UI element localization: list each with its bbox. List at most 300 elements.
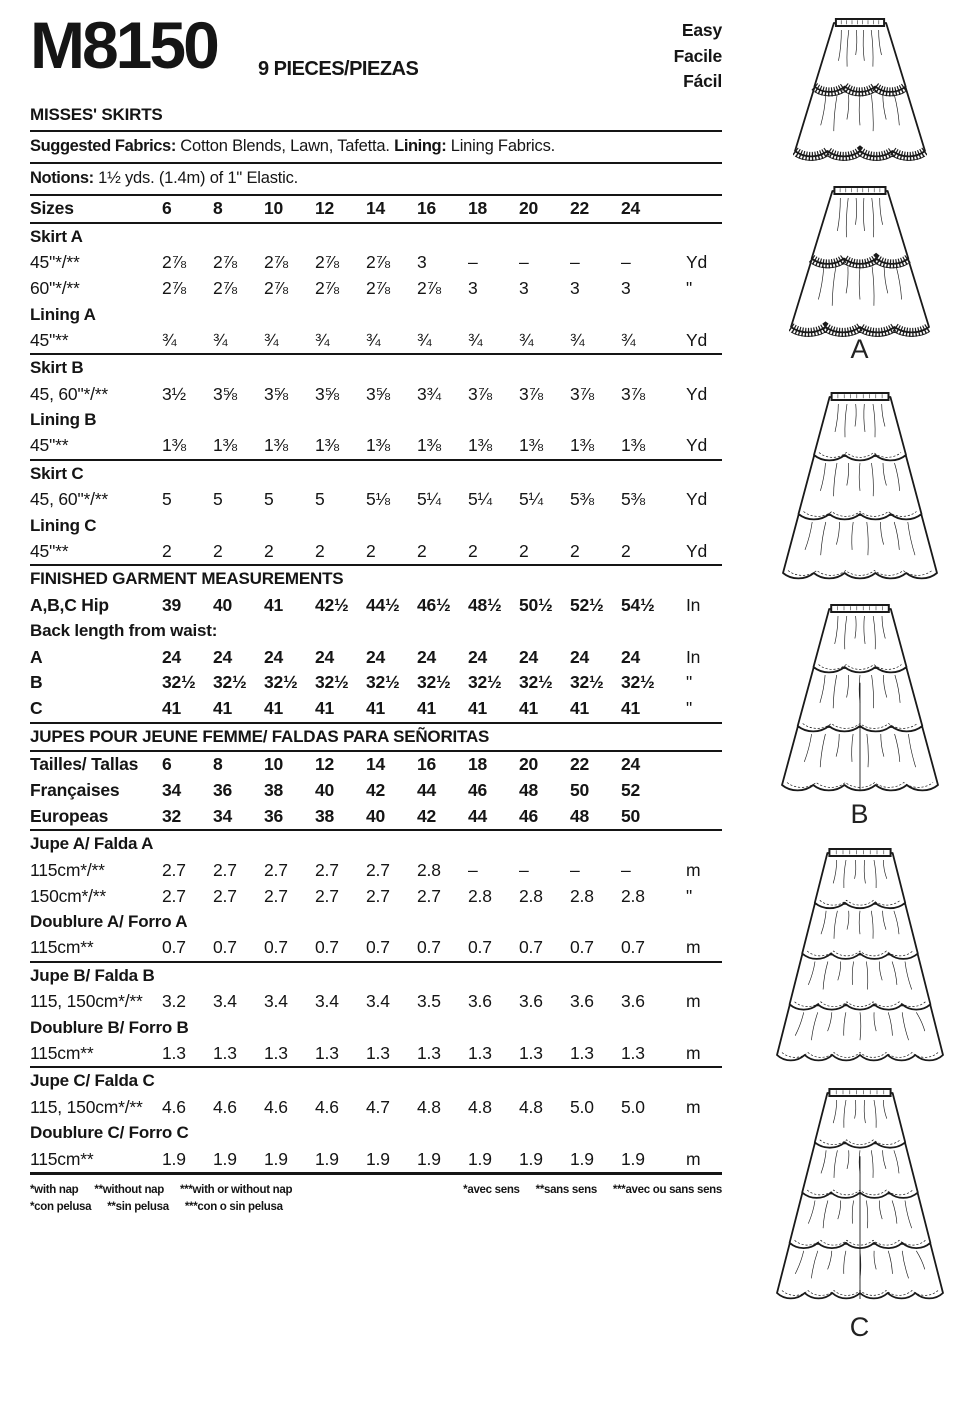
size-value-cell: 24 bbox=[417, 646, 437, 667]
size-value-cell: 12 bbox=[315, 198, 335, 219]
size-value-cell: 3.4 bbox=[264, 991, 288, 1012]
size-value-cell: 10 bbox=[264, 754, 284, 775]
table-row bbox=[30, 857, 722, 883]
size-value-cell: 41 bbox=[264, 698, 284, 719]
size-value-cell: 1.3 bbox=[570, 1042, 594, 1063]
difficulty-block bbox=[674, 18, 722, 95]
size-value-cell: 2⅞ bbox=[162, 278, 186, 299]
size-value-cell: 1⅜ bbox=[315, 435, 339, 456]
size-value-cell: 3.4 bbox=[366, 991, 390, 1012]
size-value-cell: 32½ bbox=[264, 672, 298, 693]
table-row bbox=[30, 250, 722, 276]
section-label-row: Back length from waist: bbox=[30, 621, 218, 641]
size-value-cell: 12 bbox=[315, 754, 335, 775]
section-label-row: Doublure A/ Forro A bbox=[30, 911, 188, 931]
size-value-cell: 2.7 bbox=[162, 885, 186, 906]
size-value-cell: 32½ bbox=[315, 672, 349, 693]
size-value-cell: 1⅜ bbox=[621, 435, 645, 456]
size-value-cell: 2.8 bbox=[519, 885, 543, 906]
size-value-cell: 5.0 bbox=[570, 1096, 594, 1117]
size-value-cell: 1.3 bbox=[315, 1042, 339, 1063]
size-value-cell: 0.7 bbox=[366, 937, 390, 958]
size-value-cell: 8 bbox=[213, 198, 223, 219]
row-label: 115, 150cm*/** bbox=[30, 991, 143, 1012]
size-value-cell: 2.7 bbox=[417, 885, 441, 906]
size-value-cell: 5⅛ bbox=[366, 489, 390, 510]
row-label: 45"*/** bbox=[30, 252, 80, 273]
size-value-cell: 32½ bbox=[519, 672, 553, 693]
size-value-cell: 1.9 bbox=[468, 1148, 492, 1169]
size-value-cell: 2⅞ bbox=[315, 278, 339, 299]
size-value-cell: 41 bbox=[621, 698, 641, 719]
page-title: MISSES' SKIRTS bbox=[30, 104, 722, 132]
size-value-cell: 1⅜ bbox=[417, 435, 441, 456]
size-value-cell: 4.8 bbox=[468, 1096, 492, 1117]
unit-cell: Yd bbox=[686, 489, 708, 510]
unit-cell: Yd bbox=[686, 435, 708, 456]
table-block bbox=[30, 566, 722, 723]
unit-cell: m bbox=[686, 937, 701, 958]
size-value-cell: 32 bbox=[162, 805, 182, 826]
size-value-cell: 1.3 bbox=[366, 1042, 390, 1063]
table-row bbox=[30, 696, 722, 722]
size-value-cell: 24 bbox=[621, 646, 641, 667]
size-value-cell: 34 bbox=[213, 805, 233, 826]
table-row bbox=[30, 381, 722, 407]
row-label: 115cm** bbox=[30, 937, 94, 958]
table-block bbox=[30, 1068, 722, 1175]
size-value-cell: 3⅞ bbox=[468, 383, 492, 404]
size-value-cell: 1⅜ bbox=[213, 435, 237, 456]
size-value-cell: 5 bbox=[162, 489, 172, 510]
table-block bbox=[30, 461, 722, 567]
size-value-cell: 2.7 bbox=[213, 859, 237, 880]
notions-line bbox=[30, 164, 722, 196]
size-value-cell: 46 bbox=[468, 780, 488, 801]
unit-cell: Yd bbox=[686, 252, 708, 273]
skirt-b-back-view-illustration bbox=[758, 390, 962, 586]
table-row bbox=[30, 196, 722, 222]
size-value-cell: 3 bbox=[570, 278, 580, 299]
unit-cell: m bbox=[686, 991, 701, 1012]
size-value-cell: 8 bbox=[213, 754, 223, 775]
size-value-cell: ¾ bbox=[621, 329, 636, 350]
size-value-cell: 2 bbox=[315, 541, 325, 562]
table-block bbox=[30, 752, 722, 832]
table-block bbox=[30, 831, 722, 962]
size-value-cell: 1.9 bbox=[213, 1148, 237, 1169]
size-value-cell: 3⅝ bbox=[315, 383, 339, 404]
size-value-cell: – bbox=[519, 252, 529, 273]
row-label: A bbox=[30, 646, 43, 667]
size-value-cell: ¾ bbox=[570, 329, 585, 350]
size-value-cell: 5 bbox=[315, 489, 325, 510]
unit-cell: m bbox=[686, 1042, 701, 1063]
size-value-cell: 1.9 bbox=[315, 1148, 339, 1169]
size-value-cell: 3.4 bbox=[315, 991, 339, 1012]
size-value-cell: 3 bbox=[468, 278, 478, 299]
size-value-cell: 5¼ bbox=[468, 489, 492, 510]
size-value-cell: 54½ bbox=[621, 594, 655, 615]
unit-cell: " bbox=[686, 885, 693, 906]
size-value-cell: 14 bbox=[366, 198, 386, 219]
pattern-envelope-back bbox=[30, 8, 722, 1216]
row-label: 115cm** bbox=[30, 1042, 94, 1063]
size-value-cell: 32½ bbox=[213, 672, 247, 693]
size-value-cell: 20 bbox=[519, 198, 539, 219]
size-value-cell: 48½ bbox=[468, 594, 502, 615]
size-value-cell: 3¾ bbox=[417, 383, 441, 404]
difficulty-facile: Facile bbox=[673, 45, 722, 66]
size-value-cell: 3⅝ bbox=[213, 383, 237, 404]
row-label: 45"** bbox=[30, 329, 69, 350]
size-value-cell: – bbox=[621, 252, 631, 273]
size-value-cell: 1.9 bbox=[366, 1148, 390, 1169]
size-value-cell: 4.6 bbox=[315, 1096, 339, 1117]
size-value-cell: 41 bbox=[570, 698, 590, 719]
difficulty-facil: Fácil bbox=[683, 71, 722, 91]
section-label-row: Doublure B/ Forro B bbox=[30, 1017, 189, 1037]
size-value-cell: 24 bbox=[366, 646, 386, 667]
size-value-cell: – bbox=[570, 859, 580, 880]
table-row bbox=[30, 644, 722, 670]
size-value-cell: 2.7 bbox=[366, 859, 390, 880]
size-value-cell: 2⅞ bbox=[264, 278, 288, 299]
size-value-cell: 5.0 bbox=[621, 1096, 645, 1117]
size-value-cell: 1⅜ bbox=[264, 435, 288, 456]
size-value-cell: 1⅜ bbox=[162, 435, 186, 456]
size-value-cell: 2.8 bbox=[417, 859, 441, 880]
section-label-row: Skirt B bbox=[30, 358, 84, 378]
table-row bbox=[30, 1041, 722, 1067]
size-value-cell: 1.9 bbox=[519, 1148, 543, 1169]
size-value-cell: 3 bbox=[621, 278, 631, 299]
size-value-cell: – bbox=[519, 859, 529, 880]
size-value-cell: 6 bbox=[162, 754, 172, 775]
table-row bbox=[30, 778, 722, 804]
size-value-cell: 0.7 bbox=[570, 937, 594, 958]
view-label-b: B bbox=[850, 799, 870, 829]
size-value-cell: 1.3 bbox=[468, 1042, 492, 1063]
size-value-cell: 32½ bbox=[366, 672, 400, 693]
footnote-item: ***con o sin pelusa bbox=[184, 1200, 283, 1213]
size-value-cell: 44 bbox=[468, 805, 488, 826]
size-value-cell: 1⅜ bbox=[570, 435, 594, 456]
size-value-cell: 3⅝ bbox=[366, 383, 390, 404]
size-value-cell: 2 bbox=[621, 541, 631, 562]
row-label: 45, 60"*/** bbox=[30, 489, 108, 510]
footnote-item: **without nap bbox=[94, 1183, 164, 1196]
size-value-cell: 22 bbox=[570, 754, 590, 775]
size-value-cell: 32½ bbox=[621, 672, 655, 693]
size-value-cell: 3⅞ bbox=[519, 383, 543, 404]
row-label: 115cm** bbox=[30, 1148, 94, 1169]
size-value-cell: 32½ bbox=[417, 672, 451, 693]
footnote-item: ***avec ou sans sens bbox=[612, 1183, 722, 1196]
size-value-cell: 0.7 bbox=[417, 937, 441, 958]
size-value-cell: – bbox=[621, 859, 631, 880]
size-value-cell: 2⅞ bbox=[417, 278, 441, 299]
size-value-cell: 1.3 bbox=[621, 1042, 645, 1063]
yardage-table bbox=[30, 196, 722, 1175]
size-value-cell: 3.6 bbox=[621, 991, 645, 1012]
section-label-row: Doublure C/ Forro C bbox=[30, 1123, 189, 1143]
table-row bbox=[30, 1146, 722, 1172]
size-value-cell: 52 bbox=[621, 780, 641, 801]
size-value-cell: 2.8 bbox=[468, 885, 492, 906]
lining-text: Lining Fabrics. bbox=[446, 137, 556, 155]
size-value-cell: 0.7 bbox=[519, 937, 543, 958]
size-value-cell: 0.7 bbox=[213, 937, 237, 958]
size-value-cell: 1.3 bbox=[417, 1042, 441, 1063]
footnotes bbox=[30, 1182, 722, 1216]
row-label: 45"** bbox=[30, 435, 69, 456]
size-value-cell: ¾ bbox=[213, 329, 228, 350]
size-value-cell: 0.7 bbox=[468, 937, 492, 958]
footnote-item: **sans sens bbox=[535, 1183, 597, 1196]
size-value-cell: 41 bbox=[213, 698, 233, 719]
difficulty-easy: Easy bbox=[681, 20, 722, 40]
size-value-cell: 18 bbox=[468, 198, 488, 219]
size-value-cell: 0.7 bbox=[162, 937, 186, 958]
size-value-cell: 4.6 bbox=[264, 1096, 288, 1117]
size-value-cell: 50 bbox=[621, 805, 641, 826]
table-row bbox=[30, 539, 722, 565]
row-label: 150cm*/** bbox=[30, 885, 107, 906]
size-value-cell: 2.8 bbox=[570, 885, 594, 906]
table-row bbox=[30, 803, 722, 829]
footnote-item: **sin pelusa bbox=[107, 1200, 169, 1213]
view-label-a: A bbox=[850, 334, 870, 364]
size-value-cell: 2.8 bbox=[621, 885, 645, 906]
size-value-cell: 2 bbox=[468, 541, 478, 562]
size-value-cell: ¾ bbox=[264, 329, 279, 350]
table-block bbox=[30, 724, 722, 752]
size-value-cell: 10 bbox=[264, 198, 284, 219]
size-value-cell: 1.9 bbox=[621, 1148, 645, 1169]
footnote-item: *with nap bbox=[30, 1183, 79, 1196]
size-value-cell: 1.3 bbox=[213, 1042, 237, 1063]
size-value-cell: 42 bbox=[417, 805, 437, 826]
size-value-cell: 1.3 bbox=[264, 1042, 288, 1063]
size-value-cell: 4.7 bbox=[366, 1096, 390, 1117]
size-value-cell: 2⅞ bbox=[162, 252, 186, 273]
size-value-cell: 41 bbox=[468, 698, 488, 719]
section-label-row: Lining B bbox=[30, 410, 97, 430]
table-row bbox=[30, 592, 722, 618]
size-value-cell: 50 bbox=[570, 780, 590, 801]
size-value-cell: 41 bbox=[315, 698, 335, 719]
size-value-cell: 24 bbox=[162, 646, 182, 667]
size-value-cell: 41 bbox=[366, 698, 386, 719]
table-row bbox=[30, 935, 722, 961]
table-row bbox=[30, 487, 722, 513]
size-value-cell: 1⅜ bbox=[366, 435, 390, 456]
size-value-cell: 32½ bbox=[570, 672, 604, 693]
size-value-cell: ¾ bbox=[366, 329, 381, 350]
unit-cell: Yd bbox=[686, 329, 708, 350]
row-label: 60"*/** bbox=[30, 278, 80, 299]
section-label-row: Skirt C bbox=[30, 463, 84, 483]
size-value-cell: 3⅞ bbox=[621, 383, 645, 404]
row-label: Europeas bbox=[30, 805, 109, 826]
size-value-cell: 3 bbox=[417, 252, 427, 273]
row-label: 115cm*/** bbox=[30, 859, 105, 880]
size-value-cell: 24 bbox=[519, 646, 539, 667]
section-label-row: Jupe C/ Falda C bbox=[30, 1071, 155, 1091]
size-value-cell: 41 bbox=[519, 698, 539, 719]
size-value-cell: 48 bbox=[519, 780, 539, 801]
size-value-cell: 42½ bbox=[315, 594, 349, 615]
size-value-cell: – bbox=[570, 252, 580, 273]
unit-cell: " bbox=[686, 698, 693, 719]
size-value-cell: 20 bbox=[519, 754, 539, 775]
size-value-cell: 2.7 bbox=[162, 859, 186, 880]
size-value-cell: ¾ bbox=[468, 329, 483, 350]
size-value-cell: 44½ bbox=[366, 594, 400, 615]
table-row bbox=[30, 883, 722, 909]
footnote-nap-fr bbox=[463, 1182, 722, 1199]
size-value-cell: 2.7 bbox=[315, 885, 339, 906]
section-label-row: FINISHED GARMENT MEASUREMENTS bbox=[30, 569, 344, 589]
size-value-cell: 5¼ bbox=[519, 489, 543, 510]
size-value-cell: 24 bbox=[468, 646, 488, 667]
size-value-cell: – bbox=[468, 252, 478, 273]
size-value-cell: 2.7 bbox=[315, 859, 339, 880]
table-row bbox=[30, 670, 722, 696]
size-value-cell: ¾ bbox=[315, 329, 330, 350]
unit-cell: m bbox=[686, 1148, 701, 1169]
size-value-cell: 2 bbox=[417, 541, 427, 562]
size-value-cell: 36 bbox=[213, 780, 233, 801]
pieces-count: 9 PIECES/PIEZAS bbox=[258, 58, 419, 80]
table-block bbox=[30, 196, 722, 224]
size-value-cell: 1⅜ bbox=[468, 435, 492, 456]
size-value-cell: 3.5 bbox=[417, 991, 441, 1012]
size-value-cell: 41 bbox=[162, 698, 182, 719]
size-value-cell: 5 bbox=[264, 489, 274, 510]
row-label: Sizes bbox=[30, 198, 74, 219]
table-block bbox=[30, 224, 722, 355]
table-block bbox=[30, 963, 722, 1069]
size-value-cell: 18 bbox=[468, 754, 488, 775]
size-value-cell: 2.7 bbox=[366, 885, 390, 906]
size-value-cell: 14 bbox=[366, 754, 386, 775]
size-value-cell: 4.6 bbox=[213, 1096, 237, 1117]
footnote-item: ***with or without nap bbox=[180, 1183, 293, 1196]
size-value-cell: 34 bbox=[162, 780, 182, 801]
size-value-cell: 36 bbox=[264, 805, 284, 826]
size-value-cell: 2 bbox=[366, 541, 376, 562]
section-label-row: Lining C bbox=[30, 515, 97, 535]
size-value-cell: 4.8 bbox=[519, 1096, 543, 1117]
footnote-item: *con pelusa bbox=[30, 1200, 92, 1213]
size-value-cell: ¾ bbox=[519, 329, 534, 350]
unit-cell: " bbox=[686, 278, 693, 299]
size-value-cell: 3½ bbox=[162, 383, 186, 404]
size-value-cell: 2⅞ bbox=[315, 252, 339, 273]
size-value-cell: 2 bbox=[213, 541, 223, 562]
size-value-cell: 32½ bbox=[162, 672, 196, 693]
size-value-cell: 24 bbox=[213, 646, 233, 667]
size-value-cell: 38 bbox=[264, 780, 284, 801]
size-value-cell: 3.6 bbox=[519, 991, 543, 1012]
footnote-item: *avec sens bbox=[463, 1183, 520, 1196]
row-label: C bbox=[30, 698, 43, 719]
view-label-c: C bbox=[849, 1312, 871, 1342]
table-row bbox=[30, 433, 722, 459]
size-value-cell: 46½ bbox=[417, 594, 451, 615]
size-value-cell: 3.6 bbox=[468, 991, 492, 1012]
size-value-cell: 0.7 bbox=[621, 937, 645, 958]
size-value-cell: 3.4 bbox=[213, 991, 237, 1012]
row-label: A,B,C Hip bbox=[30, 594, 109, 615]
footnote-nap-es bbox=[30, 1199, 283, 1216]
size-value-cell: 24 bbox=[621, 754, 641, 775]
size-value-cell: 1.9 bbox=[264, 1148, 288, 1169]
size-value-cell: 2⅞ bbox=[366, 252, 390, 273]
size-value-cell: 2⅞ bbox=[213, 252, 237, 273]
size-value-cell: 6 bbox=[162, 198, 172, 219]
unit-cell: In bbox=[686, 594, 701, 615]
row-label: 115, 150cm*/** bbox=[30, 1096, 143, 1117]
size-value-cell: 4.6 bbox=[162, 1096, 186, 1117]
skirt-a-back-view-illustration bbox=[758, 16, 962, 164]
size-value-cell: 40 bbox=[213, 594, 233, 615]
size-value-cell: 1.9 bbox=[570, 1148, 594, 1169]
skirt-b-front-view-illustration bbox=[758, 602, 962, 798]
size-value-cell: – bbox=[468, 859, 478, 880]
size-value-cell: 22 bbox=[570, 198, 590, 219]
unit-cell: Yd bbox=[686, 541, 708, 562]
size-value-cell: 3.6 bbox=[570, 991, 594, 1012]
row-label: 45"** bbox=[30, 541, 69, 562]
size-value-cell: 16 bbox=[417, 754, 437, 775]
size-value-cell: 2⅞ bbox=[213, 278, 237, 299]
size-value-cell: 44 bbox=[417, 780, 437, 801]
skirt-a-front-view-illustration bbox=[758, 184, 962, 340]
row-label: Tailles/ Tallas bbox=[30, 754, 139, 775]
section-label-row: JUPES POUR JEUNE FEMME/ FALDAS PARA SEÑORITAS bbox=[30, 726, 490, 746]
size-value-cell: ¾ bbox=[162, 329, 177, 350]
size-value-cell: 48 bbox=[570, 805, 590, 826]
size-value-cell: 16 bbox=[417, 198, 437, 219]
row-label: Françaises bbox=[30, 780, 120, 801]
size-value-cell: 2⅞ bbox=[264, 252, 288, 273]
size-value-cell: 2.7 bbox=[213, 885, 237, 906]
size-value-cell: 4.8 bbox=[417, 1096, 441, 1117]
footnote-nap-en bbox=[30, 1182, 292, 1199]
unit-cell: m bbox=[686, 859, 701, 880]
row-label: 45, 60"*/** bbox=[30, 383, 108, 404]
table-row bbox=[30, 327, 722, 353]
unit-cell: Yd bbox=[686, 383, 708, 404]
size-value-cell: 24 bbox=[621, 198, 641, 219]
size-value-cell: 42 bbox=[366, 780, 386, 801]
pattern-number: M8150 bbox=[30, 8, 217, 82]
size-value-cell: 24 bbox=[315, 646, 335, 667]
table-row bbox=[30, 1094, 722, 1120]
size-value-cell: 1.9 bbox=[162, 1148, 186, 1169]
size-value-cell: 2 bbox=[570, 541, 580, 562]
unit-cell: In bbox=[686, 646, 701, 667]
size-value-cell: 1.3 bbox=[162, 1042, 186, 1063]
skirt-c-back-view-illustration bbox=[758, 846, 962, 1068]
size-value-cell: 24 bbox=[570, 646, 590, 667]
size-value-cell: 0.7 bbox=[315, 937, 339, 958]
size-value-cell: 41 bbox=[417, 698, 437, 719]
size-value-cell: 5⅜ bbox=[570, 489, 594, 510]
